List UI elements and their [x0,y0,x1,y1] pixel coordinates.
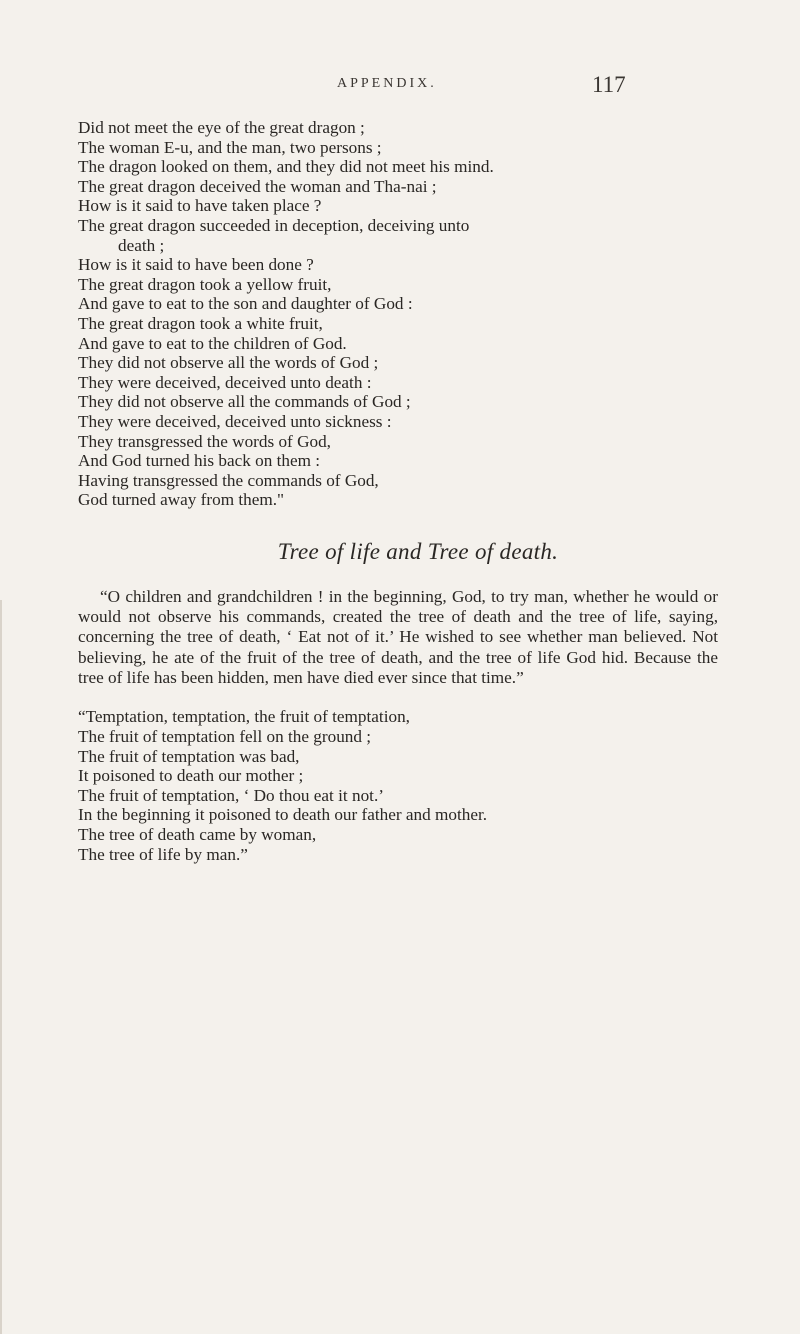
verse-line: Having transgressed the commands of God, [78,470,379,490]
verse-line: They were deceived, deceived unto death : [78,372,372,392]
verse-stanza-2 [78,707,748,864]
page-number: 117 [592,72,626,97]
verse-line: The dragon looked on them, and they did not meet his mind. [78,157,494,177]
verse-line: The great dragon took a white fruit, [78,313,323,333]
verse-line: “Temptation, temptation, the fruit of temptation, [78,707,410,727]
verse-line: They did not observe all the words of God ; [78,353,379,373]
verse-line: The fruit of temptation, ‘ Do thou eat it not.’ [78,785,384,805]
running-head: APPENDIX. [337,76,437,91]
verse-line: The woman E-u, and the man, two persons ; [78,137,382,157]
verse-line: And gave to eat to the son and daughter of God : [78,294,413,314]
verse-line: And gave to eat to the children of God. [78,333,347,353]
verse-line: It poisoned to death our mother ; [78,766,304,786]
verse-line: How is it said to have taken place ? [78,196,322,216]
page-edge-shadow [0,600,2,1334]
verse-line: The great dragon deceived the woman and Tha-nai ; [78,176,437,196]
verse-line: Did not meet the eye of the great dragon ; [78,118,365,137]
prose-paragraph: “O children and grandchildren ! in the beginning, God, to try man, whether he would or would not observe his commands, created the tree of death and the tree of life, saying, concerning the tree of death, ‘ Eat not of it.’ He wished to see whether man believed. Not believing, he ate of the fruit of the tree of death, and the tree of life God hid. Because the tree of life has been hidden, men have died ever since that time.” [78,586,718,688]
verse-line: The great dragon succeeded in deception, deceiving unto [78,215,470,235]
verse-line: The tree of life by man.” [78,844,248,864]
page-body [78,118,748,864]
verse-line: God turned away from them." [78,490,285,510]
verse-line: The tree of death came by woman, [78,824,317,844]
verse-line: They did not observe all the commands of God ; [78,392,411,412]
verse-line: In the beginning it poisoned to death our father and mother. [78,805,488,825]
verse-line: The fruit of temptation was bad, [78,746,300,766]
verse-line: The great dragon took a yellow fruit, [78,274,332,294]
verse-line: How is it said to have been done ? [78,255,314,275]
page-header [0,70,800,104]
verse-line: The fruit of temptation fell on the ground ; [78,726,372,746]
verse-line: They were deceived, deceived unto sickness : [78,411,392,431]
verse-line: And God turned his back on them : [78,451,321,471]
verse-line: They transgressed the words of God, [78,431,331,451]
verse-line-continuation: death ; [118,235,165,255]
verse-stanza-1 [78,118,748,510]
section-heading: Tree of life and Tree of death. [277,538,559,564]
